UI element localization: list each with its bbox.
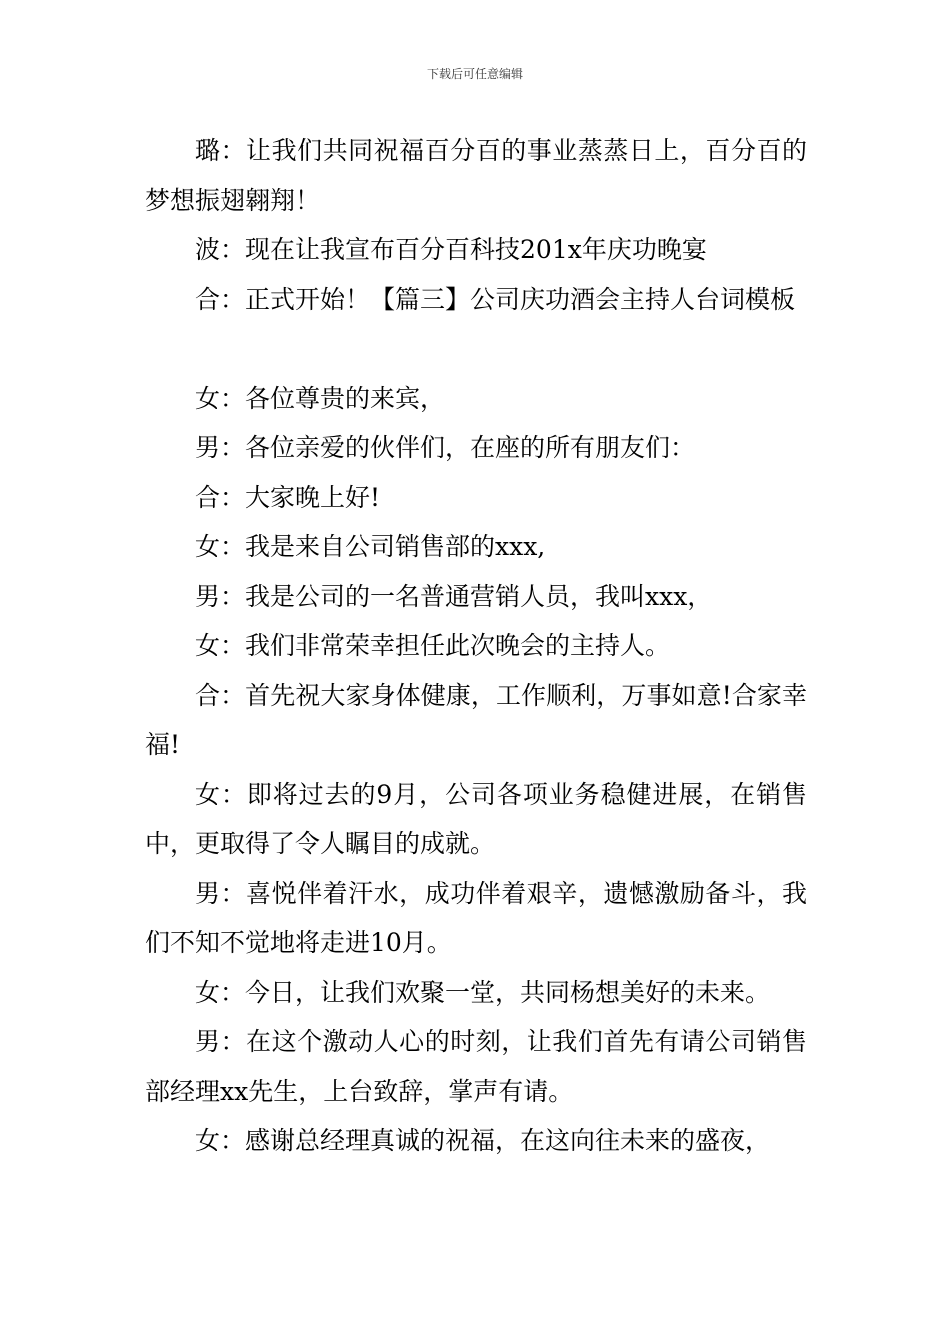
paragraph: 女：各位尊贵的来宾，: [195, 383, 446, 413]
paragraph: 璐：让我们共同祝福百分百的事业蒸蒸日上，百分百的梦想振翅翱翔！: [145, 136, 807, 215]
paragraph: 女：我们非常荣幸担任此次晚会的主持人。: [195, 631, 671, 660]
paragraph: 女：今日，让我们欢聚一堂，共同杨想美好的未来。: [195, 977, 771, 1007]
paragraph: 波：现在让我宣布百分百科技201x年庆功晚宴: [195, 235, 707, 264]
paragraph: 女：感谢总经理真诚的祝福，在这向往未来的盛夜，: [195, 1126, 771, 1155]
document-body: [145, 126, 807, 1166]
paragraph: 男：在这个激动人心的时刻，让我们首先有请公司销售部经理xx先生，上台致辞，掌声有请。: [145, 1027, 807, 1106]
paragraph: 女：我是来自公司销售部的xxx,: [195, 532, 546, 561]
blank-line: [145, 324, 807, 374]
paragraph: 合：正式开始！【篇三】公司庆功酒会主持人台词模板: [195, 284, 796, 314]
paragraph: 合：首先祝大家身体健康，工作顺利，万事如意!合家幸福!: [145, 680, 807, 759]
paragraph: 合：大家晚上好!: [195, 482, 381, 512]
paragraph: 男：喜悦伴着汗水，成功伴着艰辛，遗憾激励备斗，我们不知不觉地将走进10月。: [145, 878, 807, 957]
paragraph: 男：我是公司的一名普通营销人员，我叫xxx，: [195, 581, 713, 611]
page-header: 下载后可任意编辑: [426, 67, 523, 81]
paragraph: 男：各位亲爱的伙伴们，在座的所有朋友们：: [195, 433, 696, 462]
paragraph: 女：即将过去的9月，公司各项业务稳健进展，在销售中，更取得了令人瞩目的成就。: [145, 779, 807, 858]
